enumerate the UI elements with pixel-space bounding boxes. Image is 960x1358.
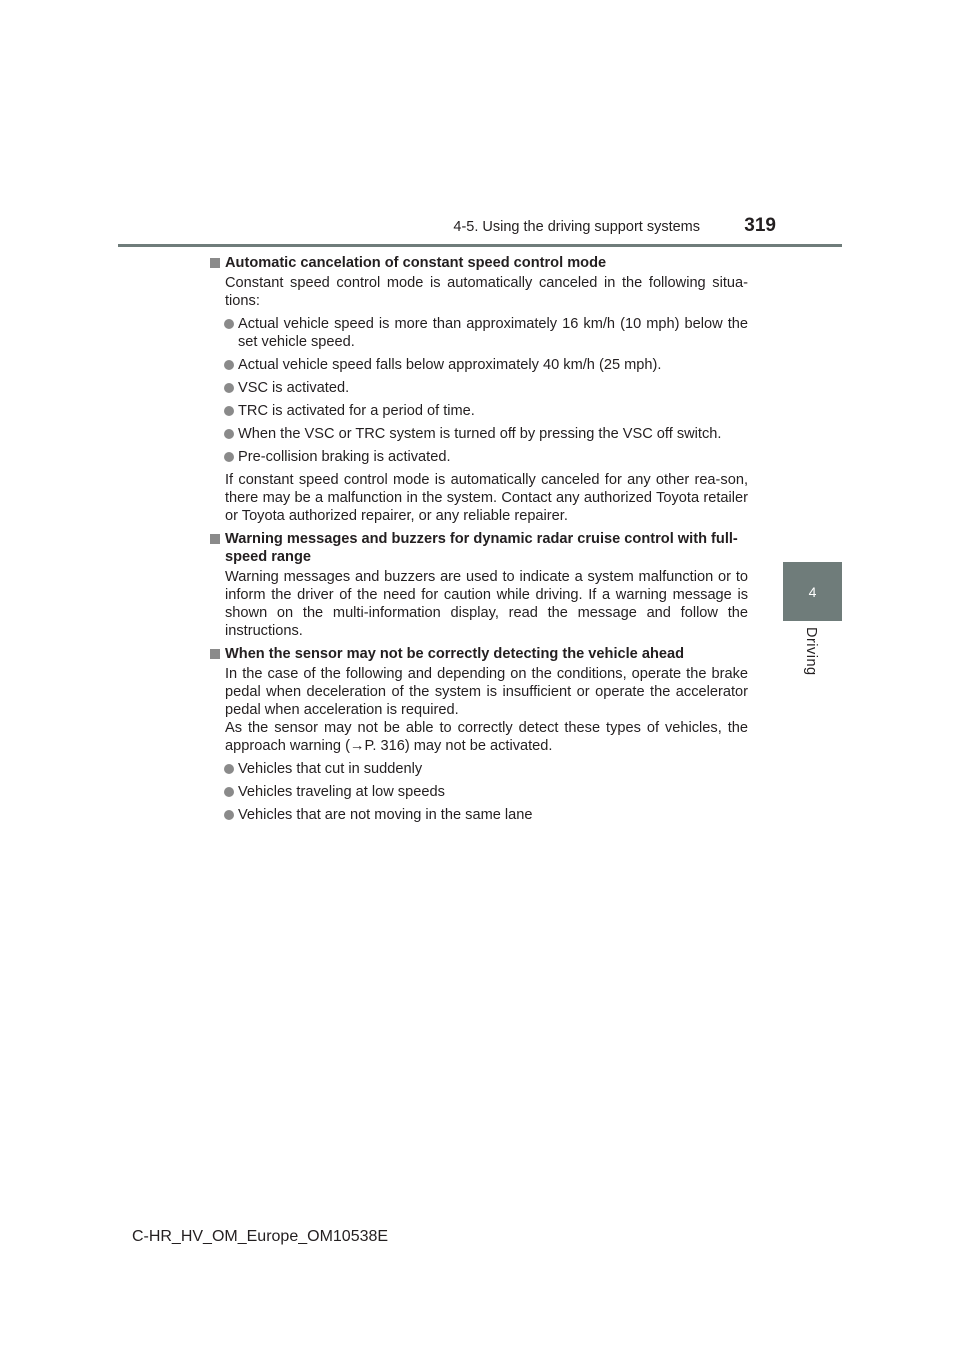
list-item-text: Vehicles traveling at low speeds: [238, 784, 445, 800]
circle-bullet-icon: [224, 787, 234, 797]
chapter-number: 4: [808, 583, 817, 600]
list-item-text: When the VSC or TRC system is turned off by pressing the VSC off switch.: [238, 426, 722, 442]
list-item-text: Vehicles that cut in suddenly: [238, 761, 423, 777]
footer-doc-id: C-HR_HV_OM_Europe_OM10538E: [131, 1228, 389, 1245]
list-item-text: Actual vehicle speed falls below approximately 40 km/h (25 mph).: [238, 357, 662, 373]
list-item-text: Pre-collision braking is activated.: [238, 449, 451, 465]
header-divider: [118, 244, 842, 247]
section-title: 4-5. Using the driving support systems: [453, 219, 700, 235]
paragraph: In the case of the following and depending on the conditions, operate the brake pedal when deceleration of the system is insufficient or operate the accelerator pedal when acceleration is required.: [225, 666, 748, 718]
paragraph: Warning messages and buzzers are used to indicate a system malfunction or to inform the driver of the need for caution while driving. If a warning message is shown on the multi-information display, read the message and follow the instructions.: [225, 569, 748, 639]
heading-text: When the sensor may not be correctly detecting the vehicle ahead: [225, 646, 685, 662]
list-item: [212, 806, 748, 824]
section-heading: [212, 530, 748, 566]
circle-bullet-icon: [224, 810, 234, 820]
circle-bullet-icon: [224, 383, 234, 393]
paragraph: As the sensor may not be able to correctly detect these types of vehicles, the approach warning (→P. 316) may not be activated.: [225, 720, 748, 754]
square-bullet-icon: [210, 649, 220, 659]
circle-bullet-icon: [224, 360, 234, 370]
circle-bullet-icon: [224, 429, 234, 439]
page-number: 319: [744, 215, 776, 236]
list-item: [212, 402, 748, 420]
paragraph: If constant speed control mode is automatically canceled for any other rea-son, there may be a malfunction in the system. Contact any authorized Toyota retailer or Toyota authorized repairer, or any reliable repairer.: [225, 472, 748, 524]
circle-bullet-icon: [224, 406, 234, 416]
chapter-tab: [783, 562, 842, 621]
list-item: [212, 760, 748, 778]
list-item-text: VSC is activated.: [238, 380, 350, 396]
square-bullet-icon: [210, 534, 220, 544]
list-item: [212, 356, 748, 374]
circle-bullet-icon: [224, 452, 234, 462]
list-item: [212, 379, 748, 397]
paragraph: Constant speed control mode is automatically canceled in the following situa-tions:: [225, 275, 748, 309]
list-item-text: Vehicles that are not moving in the same lane: [238, 807, 533, 823]
section-heading: [212, 254, 748, 272]
heading-text: Automatic cancelation of constant speed control mode: [225, 255, 607, 271]
section-heading: [212, 645, 748, 663]
circle-bullet-icon: [224, 764, 234, 774]
main-content: [212, 254, 748, 829]
list-item: [212, 315, 748, 351]
circle-bullet-icon: [224, 319, 234, 329]
chapter-label: Driving: [803, 627, 819, 676]
list-item-text: TRC is activated for a period of time.: [238, 403, 475, 419]
list-item: [212, 783, 748, 801]
list-item: [212, 425, 748, 443]
square-bullet-icon: [210, 258, 220, 268]
heading-text: Warning messages and buzzers for dynamic radar cruise control with full-speed range: [225, 531, 738, 565]
list-item-text: Actual vehicle speed is more than approximately 16 km/h (10 mph) below the set vehicle speed.: [238, 316, 748, 350]
list-item: [212, 448, 748, 466]
